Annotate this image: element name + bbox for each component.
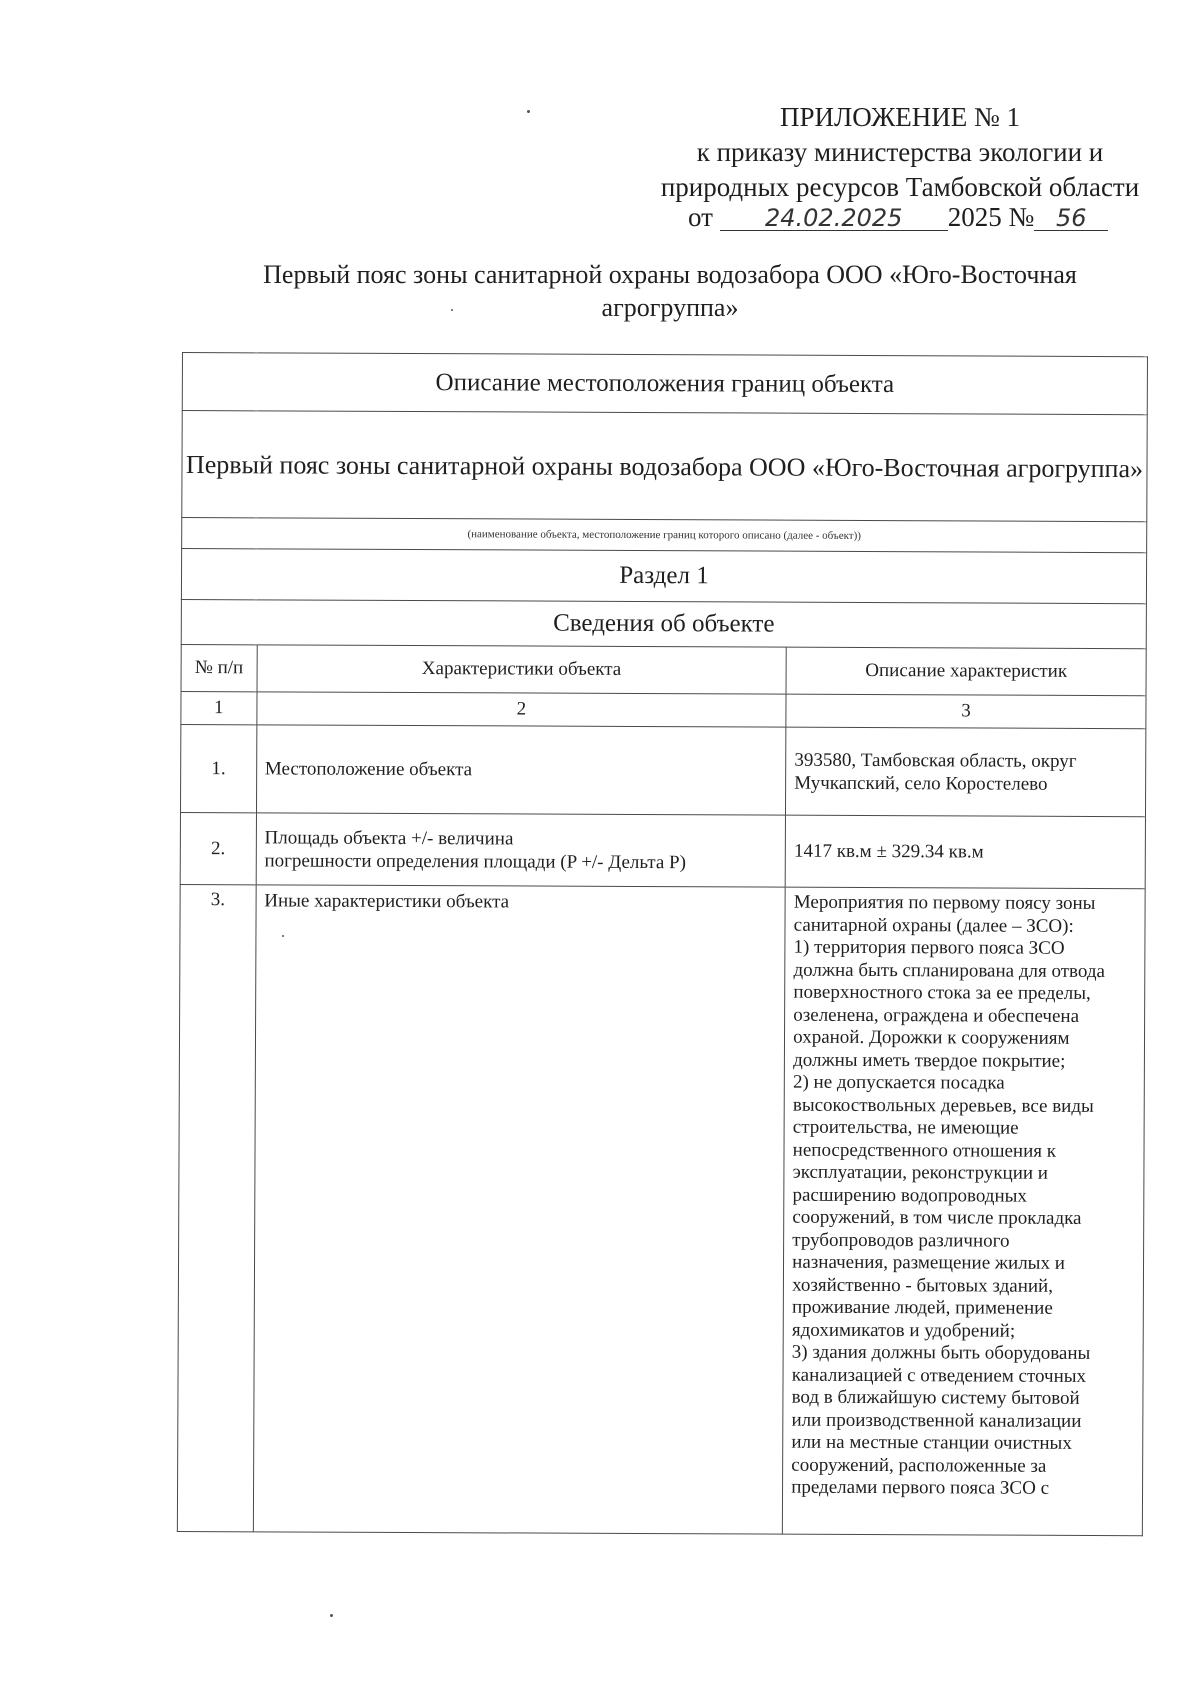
description-line: сооружений, в том числе прокладка (792, 1206, 1082, 1229)
description-line: или на местные станции очистных (791, 1431, 1072, 1454)
column-header-row (181, 644, 1146, 695)
description-line: Мучкапский, село Коростелево (794, 772, 1048, 795)
appendix-number: ПРИЛОЖЕНИЕ № 1 (779, 102, 1021, 132)
description-line: 393580, Тамбовская область, округ (794, 749, 1077, 772)
row-number: 1. (180, 724, 256, 812)
description-line: хозяйственно - бытовых зданий, (792, 1274, 1054, 1297)
column-number: 1 (181, 691, 257, 724)
row-characteristic: Иные характеристики объекта (253, 885, 785, 1534)
date-prefix: от (688, 202, 713, 232)
scan-speck (527, 110, 530, 113)
description-line: расширению водопроводных (792, 1184, 1027, 1207)
row-number: 2. (180, 812, 256, 884)
description-line: или производственной канализации (791, 1409, 1082, 1432)
handwritten-date: 24.02.2025 (764, 204, 903, 232)
description-line: канализацией с отведением сточных (791, 1364, 1087, 1387)
table-heading: Описание местоположения границ объекта (182, 353, 1147, 415)
column-number: 2 (257, 692, 787, 727)
description-line: строительства, не имеющие (792, 1116, 1019, 1139)
description-line: должны иметь твердое покрытие; (793, 1049, 1066, 1072)
order-line-2: природных ресурсов Тамбовской области (660, 172, 1140, 202)
description-line: должна быть спланирована для отвода (793, 959, 1105, 982)
section-number: Раздел 1 (181, 549, 1146, 604)
column-header: Характеристики объекта (257, 645, 787, 694)
object-name-caption: (наименование объекта, местоположение границ которого описано (далее - объект)) (182, 518, 1147, 553)
section-title: Сведения об объекте (181, 599, 1146, 648)
description-line: озеленена, ограждена и обеспечена (793, 1004, 1080, 1027)
order-line-1: к приказу министерства экологии и (696, 137, 1104, 167)
row-characteristic: Местоположение объекта (256, 725, 786, 815)
description-line: охраной. Дорожки к сооружениям (793, 1026, 1070, 1049)
date-field (720, 200, 948, 231)
description-line: непосредственного отношения к (792, 1139, 1057, 1162)
boundary-description-table (177, 352, 1148, 1536)
document-title: Первый пояс зоны санитарной охраны водозабора ООО «Юго-Восточная агрогруппа» (263, 260, 1077, 322)
characteristic-line: Площадь объекта +/- величина (264, 826, 514, 849)
characteristic-line: погрешности определения площади (P +/- Дельта P) (264, 849, 686, 873)
description-line: санитарной охраны (далее – ЗСО): (793, 914, 1074, 937)
table-row (177, 884, 1145, 1535)
description-line: поверхностного стока за ее пределы, (793, 981, 1091, 1004)
appendix-header (640, 100, 1160, 135)
column-header: № п/п (181, 644, 257, 691)
description-line: эксплуатации, реконструкции и (792, 1161, 1049, 1184)
year-label: 2025 № (947, 202, 1035, 232)
table-row (180, 812, 1145, 888)
description-line: 2) не допускается посадка (792, 1071, 1005, 1094)
description-line: сооружений, расположенные за (791, 1454, 1047, 1477)
description-line: Мероприятия по первому поясу зоны (793, 891, 1096, 914)
table-row (180, 724, 1145, 816)
description-line: назначения, размещение жилых и (792, 1251, 1065, 1274)
description-line: высокоствольных деревьев, все виды (792, 1094, 1094, 1117)
object-name: Первый пояс зоны санитарной охраны водозабора ООО «Юго-Восточная агрогруппа» (182, 411, 1147, 522)
description-line: пределами первого пояса ЗСО с (791, 1476, 1050, 1499)
description-line: ядохимикатов и удобрений; (791, 1319, 1016, 1342)
row-number: 3. (177, 884, 256, 1531)
column-number-row (181, 691, 1146, 728)
row-characteristic (256, 813, 786, 887)
row-description (783, 887, 1146, 1536)
description-line: вод в ближайшую систему бытовой (791, 1386, 1080, 1409)
description-line: 3) здания должны быть оборудованы (791, 1341, 1091, 1364)
row-description: 1417 кв.м ± 329.34 кв.м (785, 815, 1145, 889)
order-date-line (688, 200, 1158, 235)
description-line: трубопроводов различного (792, 1229, 1010, 1252)
order-reference (640, 135, 1160, 205)
column-header: Описание характеристик (786, 647, 1146, 696)
scan-speck (330, 1614, 333, 1617)
column-number: 3 (786, 694, 1146, 729)
description-line: 1) территория первого пояса ЗСО (793, 936, 1065, 959)
handwritten-number: 56 (1055, 204, 1087, 232)
row-description (786, 727, 1146, 817)
number-field (1034, 200, 1108, 231)
description-line: проживание людей, применение (791, 1296, 1053, 1319)
